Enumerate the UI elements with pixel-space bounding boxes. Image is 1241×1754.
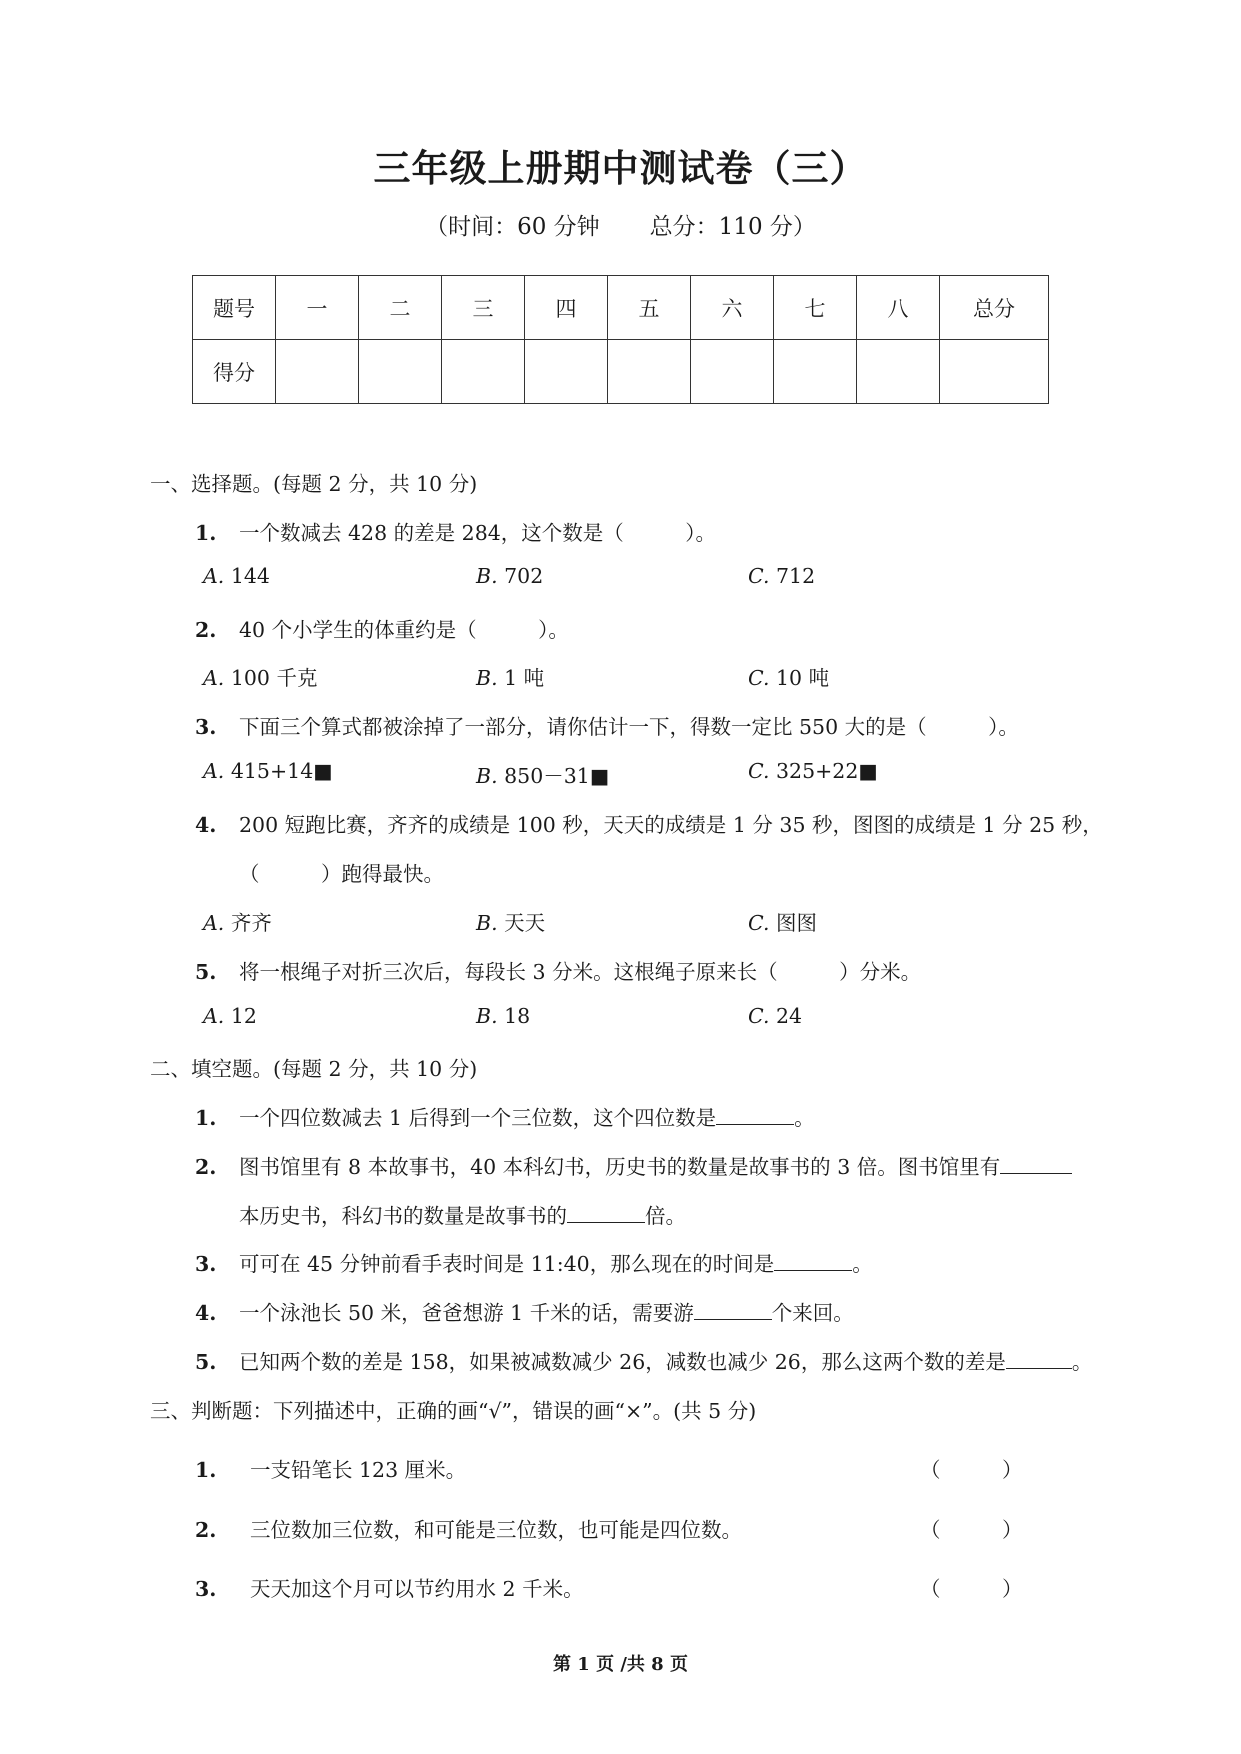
score-table-score-row <box>193 340 1049 404</box>
option-c[interactable] <box>748 661 829 691</box>
question <box>195 1513 742 1543</box>
question-text: 一个四位数减去 1 后得到一个三位数，这个四位数是 <box>239 1106 717 1130</box>
row-label: 得分 <box>193 340 276 404</box>
time-limit: （时间：60 分钟 <box>425 214 600 240</box>
option-text: 24 <box>769 1004 803 1028</box>
option-b[interactable] <box>476 1004 530 1028</box>
question-text-end: 。 <box>794 1106 815 1130</box>
option-letter: A. <box>203 1004 225 1028</box>
question <box>195 1345 1092 1375</box>
header-cell: 一 <box>276 276 359 340</box>
option-a[interactable] <box>203 661 318 691</box>
score-cell[interactable] <box>276 340 359 404</box>
option-letter: A. <box>203 666 225 690</box>
header-cell: 五 <box>608 276 691 340</box>
answer-blank[interactable] <box>694 1301 772 1320</box>
question-text: 可可在 45 分钟前看手表时间是 11:40，那么现在的时间是 <box>239 1252 775 1276</box>
answer-blank[interactable] <box>774 1252 852 1271</box>
answer-paren[interactable]: （ ） <box>920 1518 1023 1542</box>
option-text: 415+14■ <box>224 759 333 783</box>
option-letter: B. <box>476 1004 498 1028</box>
score-cell[interactable] <box>774 340 857 404</box>
question <box>195 1150 1072 1180</box>
question-text-end: 。 <box>852 1252 873 1276</box>
section-heading: 二、填空题。(每题 2 分，共 10 分) <box>150 1057 478 1081</box>
option-letter: C. <box>748 564 770 588</box>
option-c[interactable] <box>748 1004 802 1028</box>
question <box>195 613 569 643</box>
option-text: 齐齐 <box>224 911 272 935</box>
question-text: 本历史书，科幻书的数量是故事书的 <box>239 1204 567 1228</box>
option-c[interactable] <box>748 759 878 783</box>
question-number: 2. <box>195 1155 217 1179</box>
page-title: 三年级上册期中测试卷（三） <box>373 147 868 190</box>
header-cell: 总分 <box>940 276 1049 340</box>
question-number: 2. <box>195 618 217 642</box>
question <box>195 1247 873 1277</box>
page-footer: 第 1 页 /共 8 页 <box>553 1654 688 1675</box>
option-text: 325+22■ <box>769 759 878 783</box>
section-heading: 三、判断题：下列描述中，正确的画“√”，错误的画“×”。(共 5 分) <box>150 1399 757 1423</box>
question-text: 40 个小学生的体重约是（ ）。 <box>239 618 569 642</box>
option-text: 850－31■ <box>497 764 610 788</box>
option-letter: B. <box>476 666 498 690</box>
section-heading: 一、选择题。(每题 2 分，共 10 分) <box>150 472 478 496</box>
option-letter: B. <box>476 564 498 588</box>
score-cell[interactable] <box>691 340 774 404</box>
score-cell[interactable] <box>608 340 691 404</box>
option-letter: A. <box>203 911 225 935</box>
question-text-end: 倍。 <box>645 1204 686 1228</box>
question-text: 将一根绳子对折三次后，每段长 3 分米。这根绳子原来长（ ）分米。 <box>239 960 922 984</box>
question-number: 4. <box>195 813 217 837</box>
option-a[interactable] <box>203 759 333 783</box>
question-text: 200 短跑比赛，齐齐的成绩是 100 秒，天天的成绩是 1 分 35 秒，图图的成绩是 1 分 25 秒， <box>239 813 1103 837</box>
question-continuation <box>239 1199 686 1229</box>
option-text: 18 <box>497 1004 531 1028</box>
option-b[interactable] <box>476 661 544 691</box>
header-cell: 四 <box>525 276 608 340</box>
question-number: 1. <box>195 521 217 545</box>
question <box>195 710 1019 740</box>
score-cell[interactable] <box>857 340 940 404</box>
question <box>195 1453 466 1483</box>
question-continuation: （ ）跑得最快。 <box>239 862 444 886</box>
question-text: 一支铅笔长 123 厘米。 <box>250 1458 467 1482</box>
option-letter: A. <box>203 759 225 783</box>
score-table-header-row <box>193 276 1049 340</box>
answer-paren[interactable]: （ ） <box>920 1458 1023 1482</box>
question <box>195 1101 815 1131</box>
question-text: 已知两个数的差是 158，如果被减数减少 26，减数也减少 26，那么这两个数的差是 <box>239 1350 1006 1374</box>
question-number: 4. <box>195 1301 217 1325</box>
question-text-end: 。 <box>1071 1350 1093 1374</box>
option-b[interactable] <box>476 759 609 789</box>
option-c[interactable] <box>748 564 815 588</box>
question-number: 1. <box>195 1458 217 1482</box>
option-text: 12 <box>224 1004 257 1028</box>
option-text: 100 千克 <box>224 666 318 690</box>
question-text-end: 个来回。 <box>771 1301 854 1325</box>
question <box>195 955 921 985</box>
answer-blank[interactable] <box>567 1204 645 1223</box>
header-cell: 题号 <box>193 276 276 340</box>
question-number: 5. <box>195 1350 217 1374</box>
question <box>195 1572 584 1602</box>
score-table <box>192 275 1049 404</box>
option-text: 10 吨 <box>769 666 830 690</box>
option-text: 144 <box>224 564 270 588</box>
option-letter: C. <box>748 1004 770 1028</box>
question-text: 图书馆里有 8 本故事书，40 本科幻书，历史书的数量是故事书的 3 倍。图书馆里有 <box>239 1155 1001 1179</box>
answer-blank[interactable] <box>1006 1350 1072 1369</box>
option-letter: B. <box>476 911 498 935</box>
option-b[interactable] <box>476 906 545 936</box>
answer-blank[interactable] <box>716 1106 794 1125</box>
option-a[interactable] <box>203 564 270 588</box>
header-cell: 八 <box>857 276 940 340</box>
question-text: 一个泳池长 50 米，爸爸想游 1 千米的话，需要游 <box>239 1301 694 1325</box>
option-letter: C. <box>748 759 770 783</box>
option-letter: A. <box>203 564 225 588</box>
question-number: 3. <box>195 1252 217 1276</box>
question <box>195 516 716 546</box>
header-cell: 三 <box>442 276 525 340</box>
question <box>195 808 1103 838</box>
option-c[interactable] <box>748 906 817 936</box>
total-score: 总分：110 分） <box>649 214 816 240</box>
option-letter: C. <box>748 666 770 690</box>
option-text: 图图 <box>769 911 818 935</box>
option-b[interactable] <box>476 564 543 588</box>
option-text: 1 吨 <box>497 666 545 690</box>
option-text: 702 <box>497 564 544 588</box>
question-text: 一个数减去 428 的差是 284，这个数是（ ）。 <box>239 521 717 545</box>
answer-paren[interactable]: （ ） <box>920 1577 1023 1601</box>
question-number: 5. <box>195 960 217 984</box>
header-cell: 六 <box>691 276 774 340</box>
exam-info <box>0 208 1241 241</box>
score-cell[interactable] <box>442 340 525 404</box>
question-text: 天天加这个月可以节约用水 2 千米。 <box>250 1577 584 1601</box>
header-cell: 二 <box>359 276 442 340</box>
option-a[interactable] <box>203 906 272 936</box>
score-cell[interactable] <box>525 340 608 404</box>
question-number: 3. <box>195 715 217 739</box>
question-number: 3. <box>195 1577 217 1601</box>
option-letter: C. <box>748 911 770 935</box>
question <box>195 1296 854 1326</box>
option-text: 712 <box>769 564 816 588</box>
question-text: 下面三个算式都被涂掉了一部分，请你估计一下，得数一定比 550 大的是（ ）。 <box>239 715 1019 739</box>
option-text: 天天 <box>497 911 546 935</box>
question-text: 三位数加三位数，和可能是三位数，也可能是四位数。 <box>250 1518 742 1542</box>
question-number: 1. <box>195 1106 217 1130</box>
question-number: 2. <box>195 1518 217 1542</box>
option-a[interactable] <box>203 1004 257 1028</box>
header-cell: 七 <box>774 276 857 340</box>
score-cell[interactable] <box>940 340 1049 404</box>
answer-blank[interactable] <box>1000 1155 1072 1174</box>
option-letter: B. <box>476 764 498 788</box>
score-cell[interactable] <box>359 340 442 404</box>
